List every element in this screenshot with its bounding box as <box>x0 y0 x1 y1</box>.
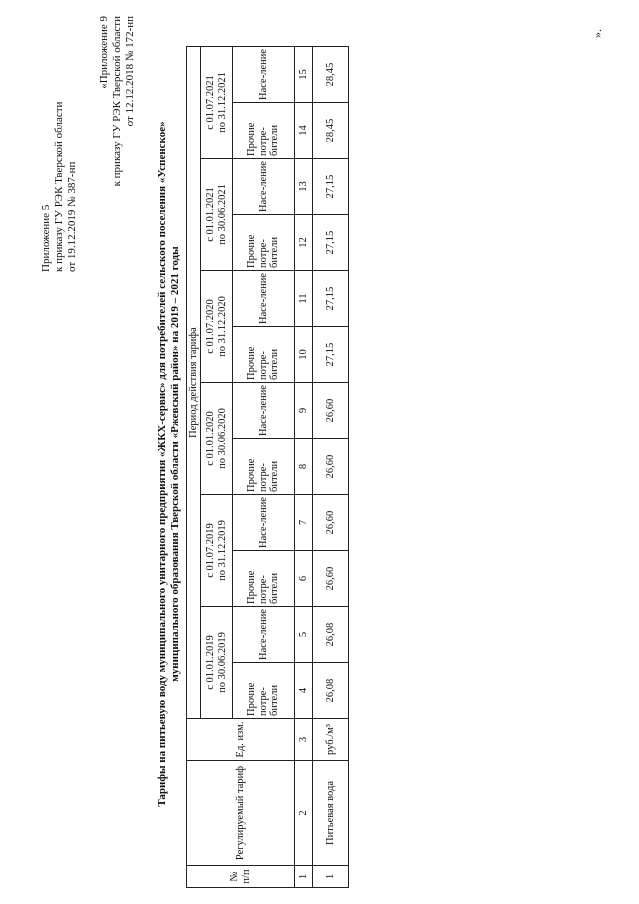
header-other-consumers: Прочие потре-бители <box>233 327 295 383</box>
column-number: 9 <box>295 383 313 439</box>
row-unit: руб./м³ <box>313 719 349 761</box>
tariff-value: 28,45 <box>313 47 349 103</box>
header-population: Насе-ление <box>233 495 295 551</box>
column-number: 8 <box>295 439 313 495</box>
column-number: 13 <box>295 159 313 215</box>
header-period: Период действия тарифа <box>187 47 201 719</box>
header-population: Насе-ление <box>233 271 295 327</box>
column-number: 14 <box>295 103 313 159</box>
tariff-value: 28,45 <box>313 103 349 159</box>
column-number: 1 <box>295 866 313 888</box>
header-population: Насе-ление <box>233 383 295 439</box>
column-number: 10 <box>295 327 313 383</box>
header-unit: Ед. изм. <box>187 719 295 761</box>
annex-9-reference <box>98 16 137 276</box>
tariff-value: 26,60 <box>313 551 349 607</box>
tariff-value: 27,15 <box>313 215 349 271</box>
document-title <box>156 74 182 854</box>
column-number-row <box>295 47 313 888</box>
annex-5-line: от 19.12.2019 № 387-нп <box>66 161 78 272</box>
tariff-value: 27,15 <box>313 271 349 327</box>
header-population: Насе-ление <box>233 607 295 663</box>
column-number: 15 <box>295 47 313 103</box>
header-population: Насе-ление <box>233 47 295 103</box>
column-number: 2 <box>295 761 313 866</box>
column-number: 6 <box>295 551 313 607</box>
tariff-value: 26,60 <box>313 495 349 551</box>
header-population: Насе-ление <box>233 159 295 215</box>
period-header: с 01.07.2020 по 31.12.2020 <box>201 271 233 383</box>
row-tariff-name: Питьевая вода <box>313 761 349 866</box>
annex-9-line: к приказу ГУ РЭК Тверской области <box>111 16 123 187</box>
header-row-period <box>187 47 201 888</box>
header-num: № п/п <box>187 866 295 888</box>
tariff-table <box>186 46 349 888</box>
tariff-value: 27,15 <box>313 327 349 383</box>
annex-5-line: Приложение 5 <box>40 204 52 272</box>
period-header: с 01.07.2021 по 31.12.2021 <box>201 47 233 159</box>
annex-9-line: «Приложение 9 <box>98 16 110 89</box>
annex-5-line: к приказу ГУ РЭК Тверской области <box>53 101 65 272</box>
closing-quote-mark: ». <box>590 29 604 38</box>
annex-9-line: от 12.12.2018 № 172-нп <box>124 16 136 127</box>
tariff-value: 26,60 <box>313 439 349 495</box>
title-line: муниципального образования Тверской области «Ржевский район» на 2019 – 2021 годы <box>169 246 181 682</box>
title-line: Тарифы на питьевую воду муниципального унитарного предприятия «ЖКХ-сервис» для потребителей сельского поселения «Успенское» <box>156 121 168 807</box>
period-header: с 01.01.2020 по 30.06.2020 <box>201 383 233 495</box>
header-other-consumers: Прочие потре-бители <box>233 551 295 607</box>
tariff-value: 26,60 <box>313 383 349 439</box>
table-row <box>313 47 349 888</box>
column-number: 11 <box>295 271 313 327</box>
tariff-value: 27,15 <box>313 159 349 215</box>
column-number: 3 <box>295 719 313 761</box>
header-other-consumers: Прочие потре-бители <box>233 215 295 271</box>
header-other-consumers: Прочие потре-бители <box>233 663 295 719</box>
column-number: 4 <box>295 663 313 719</box>
row-number: 1 <box>313 866 349 888</box>
header-tariff: Регулируемый тариф <box>187 761 295 866</box>
header-other-consumers: Прочие потре-бители <box>233 103 295 159</box>
tariff-value: 26,08 <box>313 663 349 719</box>
annex-5-reference <box>40 22 79 272</box>
period-header: с 01.01.2019 по 30.06.2019 <box>201 607 233 719</box>
period-header: с 01.07.2019 по 31.12.2019 <box>201 495 233 607</box>
column-number: 12 <box>295 215 313 271</box>
column-number: 7 <box>295 495 313 551</box>
tariff-value: 26,08 <box>313 607 349 663</box>
period-header: с 01.01.2021 по 30.06.2021 <box>201 159 233 271</box>
header-other-consumers: Прочие потре-бители <box>233 439 295 495</box>
column-number: 5 <box>295 607 313 663</box>
